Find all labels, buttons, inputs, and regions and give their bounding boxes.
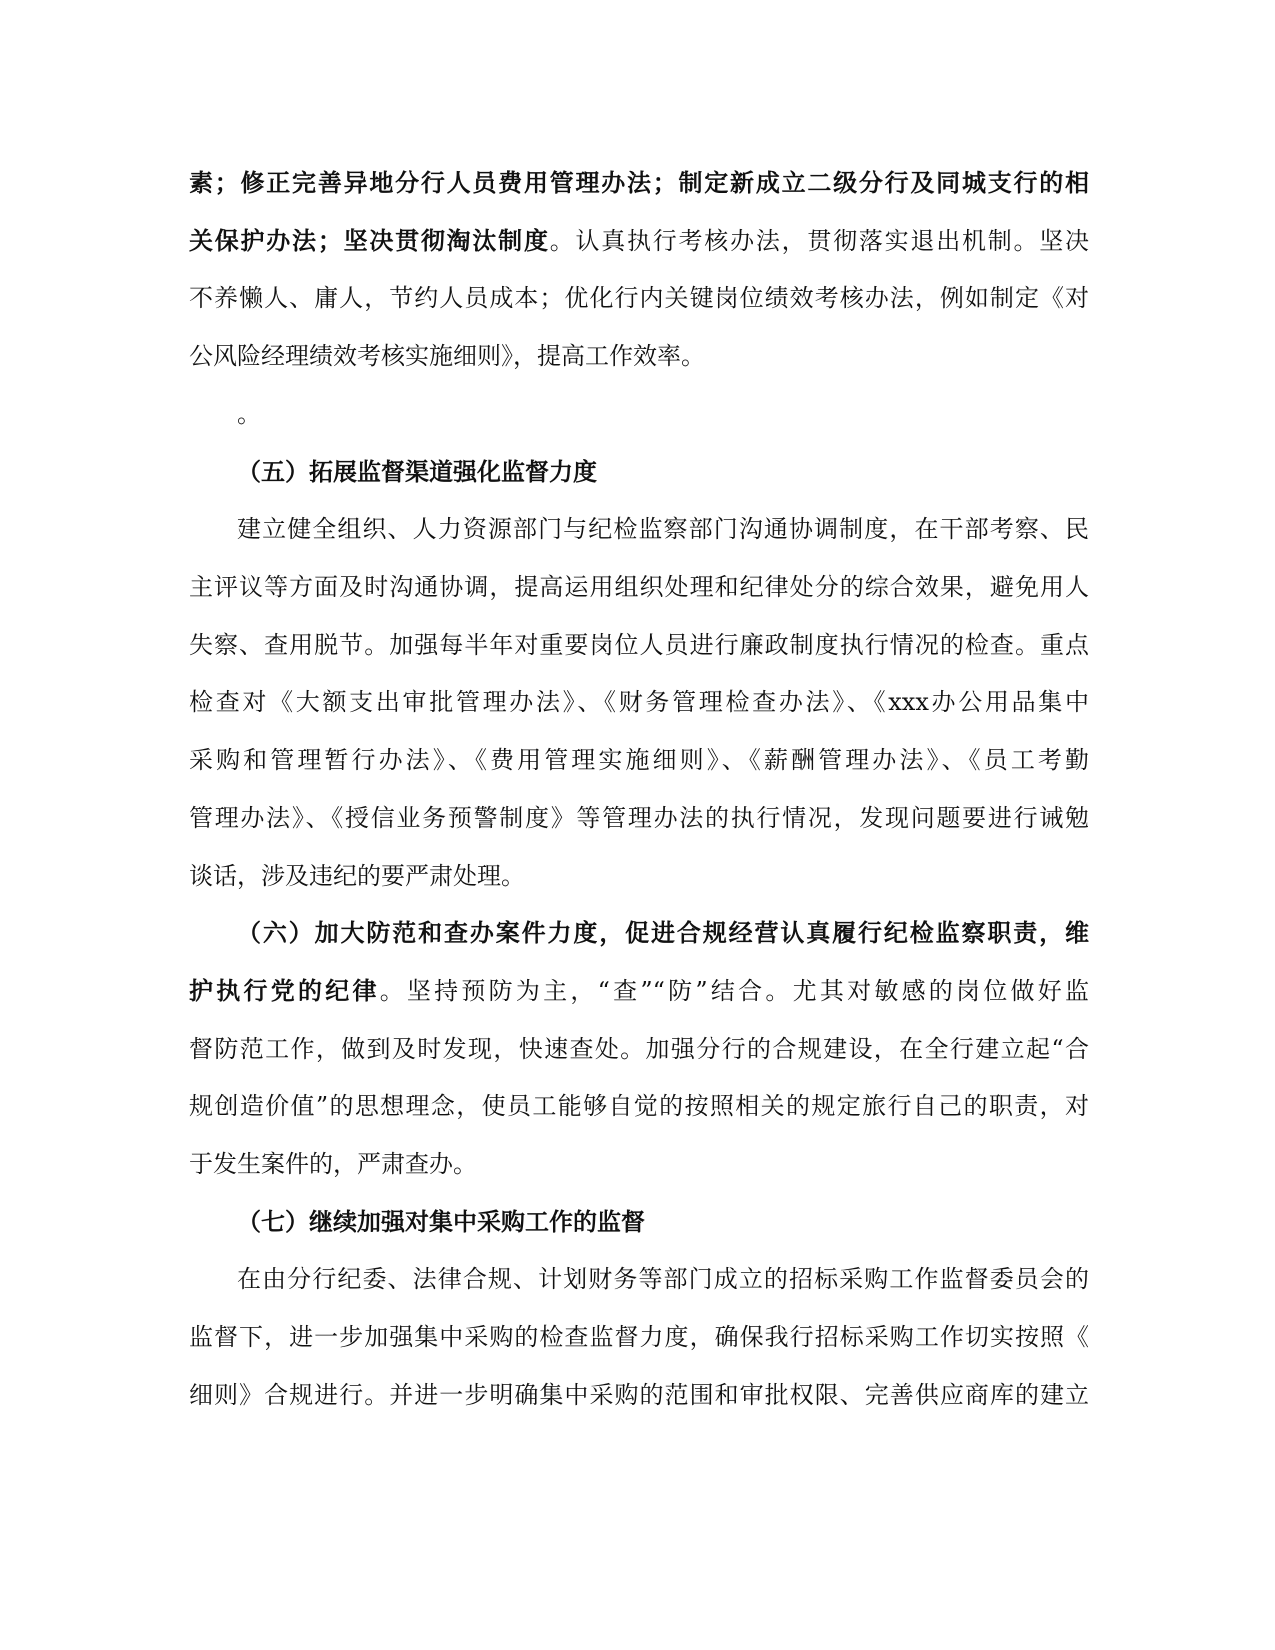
- paragraph-line: [237, 1262, 1089, 1296]
- paragraph-line: [189, 1089, 1089, 1123]
- body-text: 监督下，进一步加强集中采购的检查监督力度，确保我行招标采购工作切实按照《: [189, 1323, 1089, 1351]
- section-heading: [237, 455, 1089, 489]
- paragraph-line: [189, 224, 1089, 258]
- body-text: 在由分行纪委、法律合规、计划财务等部门成立的招标采购工作监督委员会的: [237, 1265, 1089, 1293]
- paragraph-line: [189, 570, 1089, 604]
- paragraph-line: [189, 685, 1089, 719]
- paragraph-line: [189, 1032, 1089, 1066]
- paragraph-line: [189, 1378, 1089, 1412]
- body-text: 。坚持预防为主，“查”“防”结合。尤其对敏感的岗位做好监: [379, 977, 1089, 1005]
- bold-text: 关保护办法；坚决贯彻淘汰制度: [189, 226, 550, 255]
- body-text: 不养懒人、庸人，节约人员成本；优化行内关键岗位绩效考核办法，例如制定《对: [189, 284, 1089, 312]
- section-heading: [237, 916, 1089, 950]
- body-text: 于发生案件的，严肃查办。: [189, 1150, 477, 1178]
- paragraph-line: [189, 166, 1089, 200]
- bold-text: 素；修正完善异地分行人员费用管理办法；制定新成立二级分行及同城支行的相: [189, 168, 1089, 197]
- body-text: 。: [237, 400, 261, 428]
- body-text: 公风险经理绩效考核实施细则》，提高工作效率。: [189, 342, 705, 370]
- paragraph-line: [189, 801, 1089, 835]
- bold-text: （五）拓展监督渠道强化监督力度: [237, 457, 597, 486]
- body-text: 管理办法》、《授信业务预警制度》等管理办法的执行情况，发现问题要进行诫勉: [189, 804, 1089, 832]
- body-text: 督防范工作，做到及时发现，快速查处。加强分行的合规建设，在全行建立起“合: [189, 1035, 1089, 1063]
- body-text: 采购和管理暂行办法》、《费用管理实施细则》、《薪酬管理办法》、《员工考勤: [189, 746, 1089, 774]
- body-text: 检查对《大额支出审批管理办法》、《财务管理检查办法》、《xxx办公用品集中: [189, 688, 1089, 716]
- body-text: 细则》合规进行。并进一步明确集中采购的范围和审批权限、完善供应商库的建立: [189, 1381, 1089, 1409]
- paragraph-line: [189, 743, 1089, 777]
- body-text: 主评议等方面及时沟通协调，提高运用组织处理和纪律处分的综合效果，避免用人: [189, 573, 1089, 601]
- paragraph-line: [189, 859, 1089, 893]
- paragraph-line: [189, 628, 1089, 662]
- paragraph-line: [237, 397, 1089, 431]
- body-text: 谈话，涉及违纪的要严肃处理。: [189, 862, 525, 890]
- bold-text: （七）继续加强对集中采购工作的监督: [237, 1207, 645, 1236]
- bold-text: 护执行党的纪律: [189, 976, 380, 1005]
- section-heading: [237, 1205, 1089, 1239]
- paragraph-line: [189, 974, 1089, 1008]
- body-text: 。认真执行考核办法，贯彻落实退出机制。坚决: [549, 227, 1089, 255]
- body-text: 规创造价值”的思想理念，使员工能够自觉的按照相关的规定旅行自己的职责，对: [189, 1092, 1089, 1120]
- paragraph-line: [189, 1147, 1089, 1181]
- paragraph-line: [189, 339, 1089, 373]
- body-text: 失察、查用脱节。加强每半年对重要岗位人员进行廉政制度执行情况的检查。重点: [189, 631, 1089, 659]
- paragraph-line: [237, 512, 1089, 546]
- paragraph-line: [189, 1320, 1089, 1354]
- paragraph-line: [189, 281, 1089, 315]
- body-text: 建立健全组织、人力资源部门与纪检监察部门沟通协调制度，在干部考察、民: [237, 515, 1089, 543]
- bold-text: （六）加大防范和查办案件力度，促进合规经营认真履行纪检监察职责，维: [237, 918, 1089, 947]
